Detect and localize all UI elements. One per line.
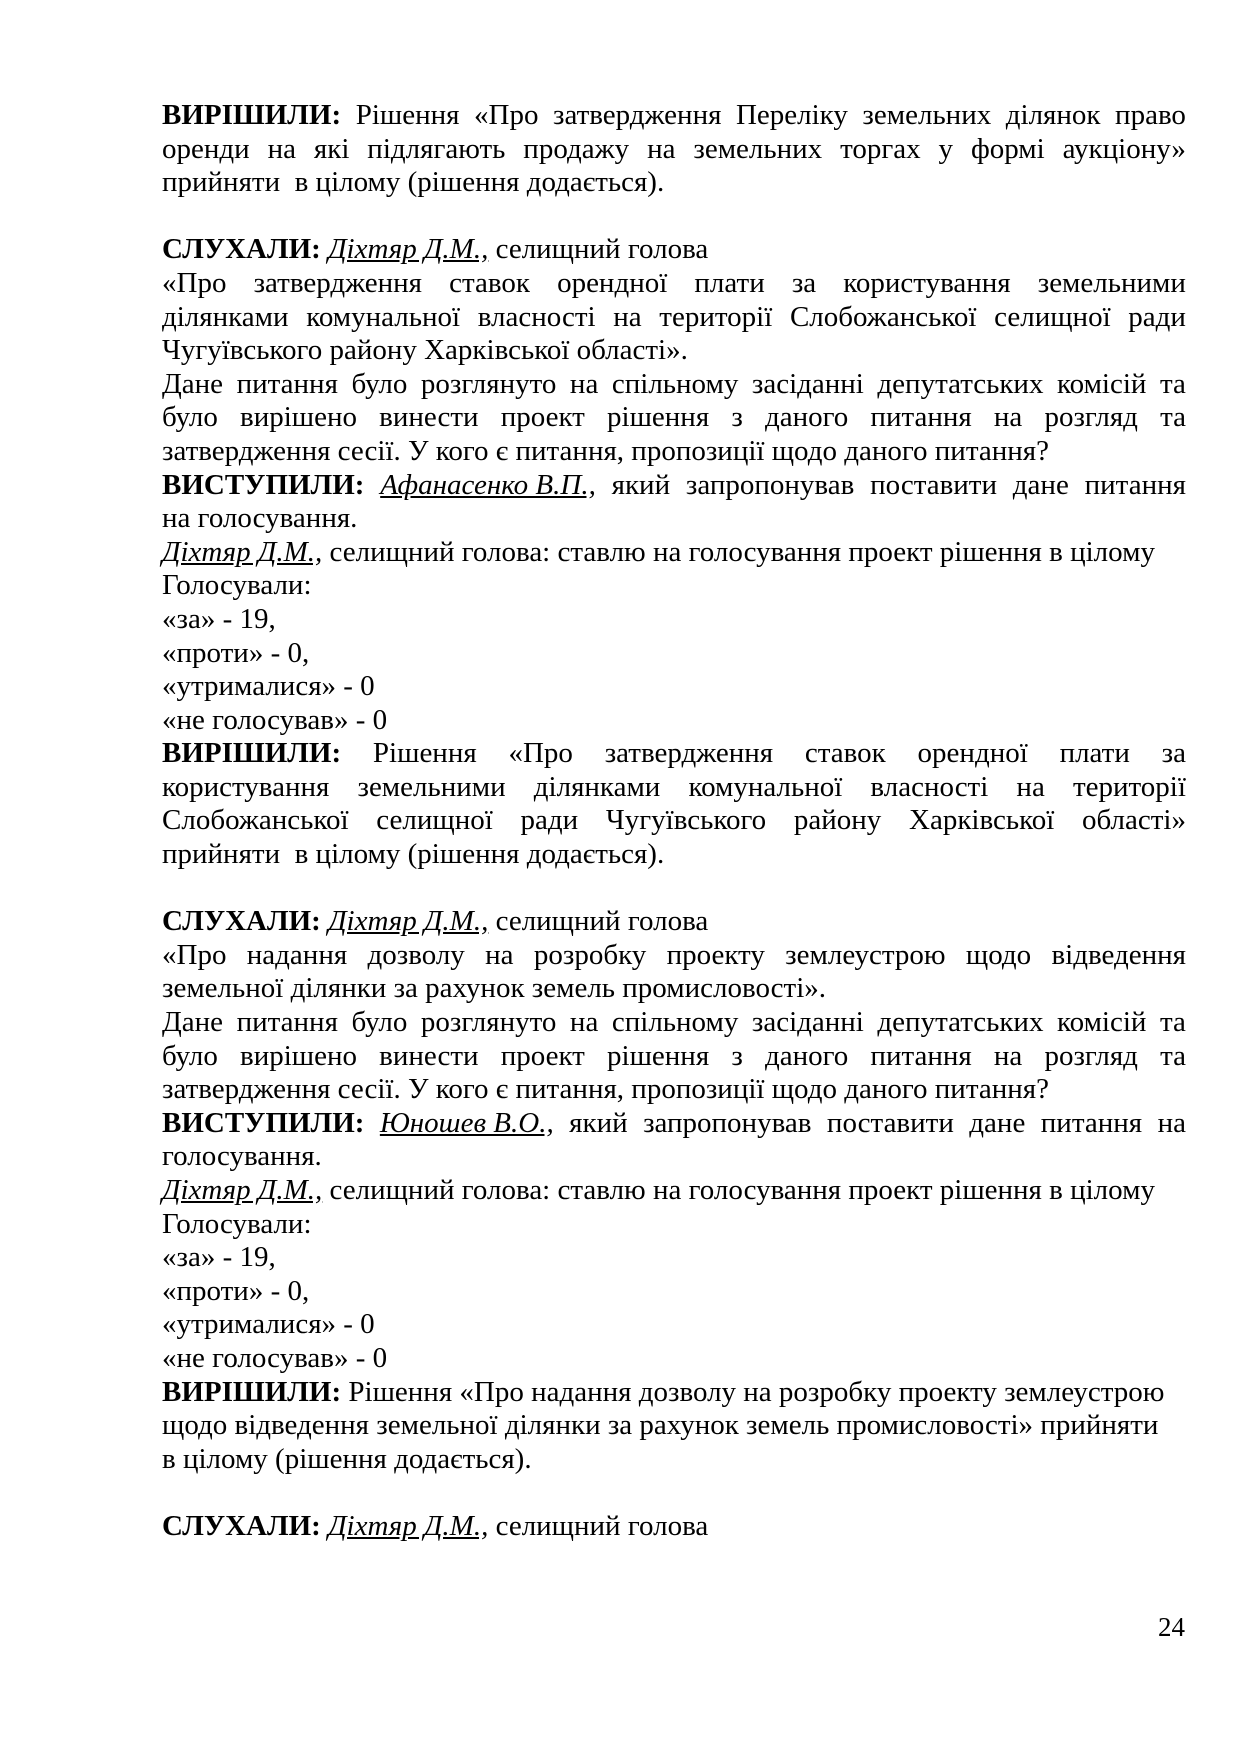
text-line xyxy=(162,637,1186,671)
text-line xyxy=(162,99,1186,133)
text-segment: торгах xyxy=(840,132,921,165)
text-segment: та xyxy=(1160,1039,1186,1072)
text-segment: ради xyxy=(520,804,579,837)
text-segment: Дане xyxy=(162,1006,224,1039)
text-segment: питання xyxy=(236,367,338,400)
text-segment: «Про xyxy=(162,938,227,971)
text-line xyxy=(162,1140,1186,1174)
text-segment: вирішено xyxy=(240,1039,358,1072)
text-segment: який xyxy=(569,1106,628,1139)
person-name: Афанасенко В.П., xyxy=(380,468,596,501)
text-segment: на xyxy=(613,300,642,333)
text-line xyxy=(162,603,1186,637)
text-segment: та xyxy=(1159,1006,1186,1039)
text-segment: селищної xyxy=(994,300,1111,333)
text-segment: Слобожанської xyxy=(162,804,349,837)
text-line xyxy=(162,1409,1186,1443)
text-segment: розглянуто xyxy=(420,367,557,400)
text-line xyxy=(162,1208,1186,1242)
text-line xyxy=(162,670,1186,704)
text-segment: Дане xyxy=(162,367,224,400)
text-segment: селищний голова: ставлю на голосування проект рішення в цілому xyxy=(322,535,1155,568)
text-segment: «проти» - 0, xyxy=(162,636,310,669)
text-segment: Рішення xyxy=(355,99,460,131)
text-segment: щодо відведення земельної ділянки за рахунок земель промисловості» прийняти xyxy=(162,1409,1159,1442)
text-line xyxy=(162,233,1186,267)
text-segment: за xyxy=(791,266,817,299)
text-segment: земельними xyxy=(1037,266,1186,299)
text-segment: на xyxy=(993,1039,1023,1072)
text-segment: комісій xyxy=(1057,367,1147,400)
text-line xyxy=(162,972,1186,1006)
text-segment: «за» - 19, xyxy=(162,1241,276,1274)
text-segment: який xyxy=(611,468,671,501)
text-segment: на xyxy=(569,367,599,400)
text-segment: продажу xyxy=(523,132,630,165)
person-name: Діхтяр Д.М., xyxy=(328,905,489,938)
text-segment: Рішення xyxy=(372,737,477,770)
text-line xyxy=(162,1443,1186,1477)
text-segment: питання xyxy=(1040,1106,1143,1139)
text-segment: користування xyxy=(162,770,330,803)
text-segment: на xyxy=(993,401,1023,434)
text-segment: проект xyxy=(500,401,585,434)
text-line xyxy=(162,838,1186,872)
text-segment: депутатських xyxy=(877,367,1044,400)
person-name: Діхтяр Д.М., xyxy=(328,1509,489,1542)
document-body xyxy=(162,99,1186,1544)
text-segment: «Про xyxy=(162,266,227,299)
text-segment: «утрималися» - 0 xyxy=(162,670,375,703)
text-line xyxy=(162,939,1186,973)
text-line xyxy=(162,1342,1186,1376)
text-line xyxy=(162,1510,1186,1544)
text-segment: затвердження xyxy=(553,99,722,131)
text-line xyxy=(162,502,1186,536)
text-segment: комунальної xyxy=(688,770,843,803)
text-segment: в цілому (рішення додається). xyxy=(162,1442,532,1475)
text-segment: було xyxy=(351,1006,408,1039)
text-segment: власності xyxy=(477,300,596,333)
text-segment: питання xyxy=(870,1039,972,1072)
text-segment: рішення xyxy=(607,401,710,434)
text-segment: та xyxy=(1159,367,1186,400)
text-segment: питання xyxy=(236,1006,338,1039)
text-segment: у xyxy=(938,132,954,165)
text-segment: Рішення «Про надання дозволу на розробку проекту землеустрою xyxy=(341,1375,1165,1408)
text-segment: засіданні xyxy=(751,1006,864,1039)
paragraph-gap xyxy=(162,1476,1186,1510)
text-segment: Голосували: xyxy=(162,569,312,602)
text-segment: було xyxy=(351,367,408,400)
text-segment: розгляд xyxy=(1044,401,1138,434)
text-segment: на голосування. xyxy=(162,502,358,535)
text-segment: орендної xyxy=(917,737,1028,770)
text-segment: було xyxy=(162,401,218,434)
text-segment: розгляд xyxy=(1044,1039,1138,1072)
text-segment: дане xyxy=(1012,468,1069,501)
text-segment: району xyxy=(793,804,882,837)
text-line xyxy=(162,1241,1186,1275)
text-segment: ставок xyxy=(804,737,886,770)
section-label: ВИСТУПИЛИ: xyxy=(162,1106,365,1139)
text-line xyxy=(162,401,1186,435)
text-segment: проект xyxy=(500,1039,585,1072)
text-segment: спільному xyxy=(611,1006,739,1039)
text-segment: «не голосував» - 0 xyxy=(162,1341,388,1374)
text-segment: засіданні xyxy=(751,367,864,400)
text-segment: на xyxy=(1157,1106,1186,1139)
text-segment: «не голосував» - 0 xyxy=(162,703,388,736)
text-segment: даного xyxy=(764,1039,849,1072)
text-line xyxy=(162,1376,1186,1410)
text-line xyxy=(162,435,1186,469)
text-segment: за xyxy=(1161,737,1186,770)
text-segment: винести xyxy=(379,401,479,434)
text-segment: даного xyxy=(764,401,849,434)
text-segment: на xyxy=(569,1006,599,1039)
text-line xyxy=(162,1107,1186,1141)
section-label: СЛУХАЛИ: xyxy=(162,905,329,938)
text-line xyxy=(162,569,1186,603)
text-segment: ділянками xyxy=(533,770,661,803)
text-segment: селищний голова xyxy=(488,905,709,938)
text-segment: та xyxy=(1160,401,1186,434)
text-segment: поставити xyxy=(870,468,997,501)
section-label: ВИРІШИЛИ: xyxy=(162,99,342,131)
text-segment: на xyxy=(485,938,514,971)
text-line xyxy=(162,267,1186,301)
text-segment: затвердження xyxy=(253,266,422,299)
text-segment: затвердження сесії. У кого є питання, пропозиції щодо даного питання? xyxy=(162,434,1049,467)
text-segment: земельної ділянки за рахунок земель промисловості». xyxy=(162,972,827,1005)
text-segment: Голосували: xyxy=(162,1207,312,1240)
text-segment: запропонував xyxy=(643,1106,812,1139)
text-segment: власності xyxy=(870,770,989,803)
text-line xyxy=(162,166,1186,200)
text-segment: комунальної xyxy=(306,300,461,333)
section-label: СЛУХАЛИ: xyxy=(162,233,329,266)
text-segment: які xyxy=(313,132,350,165)
text-segment: питання xyxy=(870,401,972,434)
text-segment: оренди xyxy=(162,132,250,165)
text-segment: було xyxy=(162,1039,218,1072)
text-segment: селищний голова xyxy=(488,1509,709,1542)
text-segment: селищної xyxy=(376,804,493,837)
text-segment: земельних xyxy=(693,132,823,165)
text-line xyxy=(162,536,1186,570)
text-segment: селищний голова: ставлю на голосування проект рішення в цілому xyxy=(322,1174,1155,1206)
text-line xyxy=(162,1275,1186,1309)
text-line xyxy=(162,334,1186,368)
text-line xyxy=(162,301,1186,335)
text-line xyxy=(162,1174,1186,1208)
text-line xyxy=(162,368,1186,402)
text-line xyxy=(162,1006,1186,1040)
text-segment: формі xyxy=(970,132,1045,165)
text-segment: надання xyxy=(246,938,348,971)
text-line xyxy=(162,704,1186,738)
text-segment: Харківської xyxy=(909,804,1055,837)
text-segment: з xyxy=(731,401,743,434)
text-line xyxy=(162,737,1186,771)
section-label: ВИРІШИЛИ: xyxy=(162,1375,342,1408)
text-segment: рішення xyxy=(607,1039,710,1072)
text-segment: комісій xyxy=(1057,1006,1147,1039)
text-segment: «за» - 19, xyxy=(162,602,276,635)
text-segment: винести xyxy=(379,1039,479,1072)
text-segment: питання xyxy=(1084,468,1186,501)
text-segment: Переліку xyxy=(735,99,848,131)
text-segment: «Про xyxy=(508,737,573,770)
text-segment: запропонував xyxy=(685,468,855,501)
paragraph-gap xyxy=(162,200,1186,234)
text-segment: Чугуївського району Харківської області». xyxy=(162,334,688,367)
text-segment: ставок xyxy=(449,266,530,299)
person-name: Діхтяр Д.М., xyxy=(162,535,323,568)
person-name: Юношев В.О., xyxy=(379,1106,554,1139)
person-name: Діхтяр Д.М., xyxy=(328,233,489,266)
text-line xyxy=(162,1040,1186,1074)
text-segment: відведення xyxy=(1051,938,1186,971)
text-line xyxy=(162,469,1186,503)
text-segment: селищний голова xyxy=(488,233,709,266)
text-segment: проекту xyxy=(666,938,765,971)
text-segment: розглянуто xyxy=(420,1006,557,1039)
text-segment: поставити xyxy=(826,1106,954,1139)
text-segment: з xyxy=(731,1039,743,1072)
text-segment: орендної xyxy=(557,266,668,299)
text-segment: земельними xyxy=(357,770,506,803)
text-segment: затвердження xyxy=(604,737,774,770)
text-segment: області» xyxy=(1082,804,1186,837)
text-line xyxy=(162,804,1186,838)
text-line xyxy=(162,1073,1186,1107)
text-segment: прийняти в цілому (рішення додається). xyxy=(162,838,665,871)
text-segment: підлягають xyxy=(367,132,506,165)
text-segment: дане xyxy=(969,1106,1026,1139)
section-label: ВИРІШИЛИ: xyxy=(162,737,342,770)
text-segment: ділянок xyxy=(1005,99,1101,131)
text-segment: право xyxy=(1115,99,1186,131)
paragraph-gap xyxy=(162,872,1186,906)
text-segment: території xyxy=(659,300,773,333)
section-label: СЛУХАЛИ: xyxy=(162,1509,329,1542)
page-number: 24 xyxy=(1158,1612,1185,1642)
text-segment: Слобожанської xyxy=(789,300,977,333)
text-segment: користування xyxy=(843,266,1011,299)
text-segment: дозволу xyxy=(367,938,465,971)
text-segment: «утрималися» - 0 xyxy=(162,1308,375,1341)
text-line xyxy=(162,133,1186,167)
text-segment: розробку xyxy=(533,938,647,971)
text-segment: прийняти в цілому (рішення додається). xyxy=(162,166,665,199)
text-segment: на xyxy=(267,132,296,165)
text-segment: плати xyxy=(1059,737,1130,770)
text-segment: щодо xyxy=(965,938,1032,971)
text-line xyxy=(162,1308,1186,1342)
text-segment: Чугуївського xyxy=(605,804,767,837)
text-segment: вирішено xyxy=(240,401,358,434)
text-segment: депутатських xyxy=(877,1006,1044,1039)
text-segment: на xyxy=(1016,770,1045,803)
text-segment: «Про xyxy=(474,99,539,131)
text-segment: голосування. xyxy=(162,1140,322,1173)
section-label: ВИСТУПИЛИ: xyxy=(162,468,365,501)
text-segment: затвердження сесії. У кого є питання, пропозиції щодо даного питання? xyxy=(162,1073,1049,1106)
text-segment: території xyxy=(1072,770,1186,803)
text-segment: «проти» - 0, xyxy=(162,1274,310,1307)
text-segment: на xyxy=(647,132,676,165)
text-segment: землеустрою xyxy=(785,938,946,971)
text-segment: ділянками xyxy=(162,300,289,333)
text-segment: аукціону» xyxy=(1062,132,1186,165)
text-segment: ради xyxy=(1128,300,1186,333)
text-line xyxy=(162,905,1186,939)
text-segment: земельних xyxy=(862,99,992,131)
text-segment: спільному xyxy=(611,367,739,400)
text-line xyxy=(162,771,1186,805)
text-segment: плати xyxy=(694,266,765,299)
person-name: Діхтяр Д.М., xyxy=(162,1174,323,1206)
